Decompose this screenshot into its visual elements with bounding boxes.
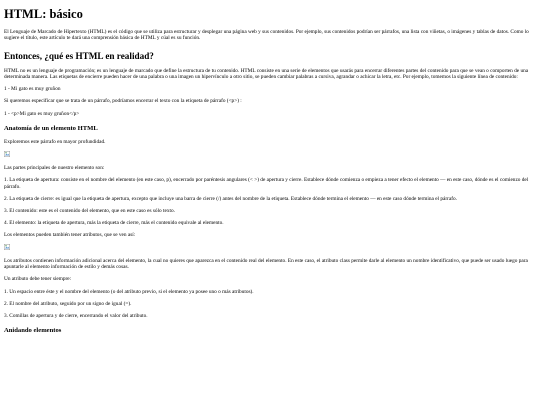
list-item-content: 3. El contenido: este es el contenido del elemento, que en este caso es sólo texto.: [4, 207, 175, 214]
what-is-html-paragraph: HTML no es un lenguaje de programación; es un lenguaje de marcado que define la estructura de tu contenido. HTML consiste en una serie de elementos que usarás para encerrar diferentes partes del contenido para que se vean o comporten de una determinada manera. Las etiquetas de encierre pueden hacer de una palabra o una imagen un hipervínculo a otro sitio, se pueden cambiar palabras a cursiva, agrandar o achicar la letra, etc. Por ejemplo, tomemos la siguiente línea de contenido:: [4, 67, 529, 81]
page-title: HTML: básico: [4, 7, 83, 21]
section-heading-nesting: Anidando elementos: [4, 327, 62, 335]
anatomy-intro: Exploremos este párrafo en mayor profundidad.: [4, 138, 106, 145]
list-item-opening-tag: 1. La etiqueta de apertura: consiste en el nombre del elemento (en este caso, p), encerrado por paréntesis angulares (< >) de apertura y cierre. Establece dónde comienza o empieza a tener efecto el elemento — en este caso, dónde es el comienzo del párrafo.: [4, 177, 529, 190]
attribute-requirement-1: 1. Un espacio entre éste y el nombre del elemento (o del atributo previo, si el elemento ya posee uno o más atributos).: [4, 288, 254, 295]
example-line-2: 1 - <p>Mi gato es muy gruñon</p>: [4, 110, 80, 117]
section-heading-what-is-html: Entonces, ¿qué es HTML en realidad?: [4, 50, 154, 61]
attribute-requirements-intro: Un atributo debe tener siempre:: [4, 276, 72, 283]
attribute-requirement-2: 2. El nombre del atributo, seguido por un signo de igual (=).: [4, 300, 132, 307]
attributes-explanation: Los atributos contienen información adicional acerca del elemento, la cual no quieres que aparezca en el contenido real del elemento. En este caso, el atributo class permite darle al elemento un nombre identificativo, que puede ser usado luego para apuntarle al elemento información de estilo y demás cosas.: [4, 257, 528, 271]
section-heading-anatomy: Anatomía de un elemento HTML: [4, 124, 98, 132]
attributes-intro: Los elementos pueden también tener atributos, que se ven así:: [4, 231, 136, 238]
broken-image-icon: [4, 244, 10, 250]
attribute-requirement-3: 3. Comillas de apertura y de cierre, encerrando el valor del atributo.: [4, 312, 148, 319]
list-item-closing-tag: 2. La etiqueta de cierre: es igual que la etiqueta de apertura, excepto que incluye una barra de cierre (/) antes del nombre de la etiqueta. Establece dónde termina el elemento — en este caso dónde termina el párrafo.: [4, 195, 457, 202]
broken-image-icon: [4, 151, 10, 157]
element-parts-intro: Las partes principales de nuestro elemento son:: [4, 165, 105, 171]
intro-paragraph: El Lenguaje de Marcado de Hipertexto (HTML) es el código que se utiliza para estructurar y desplegar una página web y sus contenidos. Por ejemplo, sus contenidos podrían ser párrafos, una lista con viñetas, o imágenes y tablas de datos. Como lo sugiere el título, este artículo te dará una comprensión básica de HTML y cúal es su función.: [4, 29, 529, 42]
paragraph-tag-explanation: Si queremos especificar que se trata de un párrafo, podríamos encerrar el texto con la etiqueta de párrafo (<p>) :: [4, 98, 242, 105]
example-line-1: 1 - Mi gato es muy gruñon: [4, 86, 61, 93]
list-item-element: 4. El elemento: la etiqueta de apertura, más la etiqueta de cierre, más el contenido equivale al elemento.: [4, 219, 224, 226]
